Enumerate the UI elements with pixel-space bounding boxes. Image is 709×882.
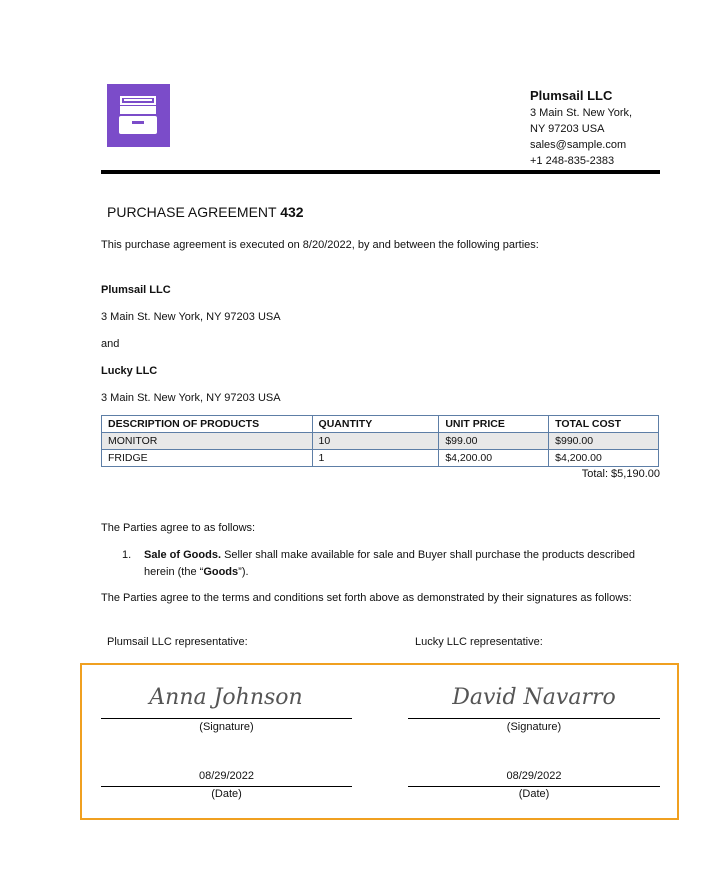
intro-text: This purchase agreement is executed on 8/20/2022, by and between the following parties:: [101, 239, 539, 251]
table-cell: $4,200.00: [439, 450, 549, 467]
party2-name: Lucky LLC: [101, 365, 158, 377]
header-divider: [101, 170, 660, 174]
title-label: PURCHASE AGREEMENT: [107, 204, 277, 220]
company-phone: +1 248-835-2383: [530, 155, 615, 167]
terms-text: The Parties agree to the terms and conditions set forth above as demonstrated by their signatures as follows:: [101, 592, 632, 604]
company-address-line2: NY 97203 USA: [530, 123, 605, 135]
table-cell: $4,200.00: [549, 450, 659, 467]
document-title: [107, 204, 304, 220]
file-cabinet-icon: [107, 84, 170, 147]
table-header-row: [102, 416, 659, 433]
party2-address: 3 Main St. New York, NY 97203 USA: [101, 392, 281, 404]
rep2-signature: David Navarro: [452, 685, 616, 710]
company-name: Plumsail LLC: [530, 88, 613, 103]
date-caption: (Date): [211, 788, 242, 800]
signature-caption: (Signature): [506, 721, 562, 733]
agreement-number: 432: [280, 204, 304, 220]
table-header-cell: TOTAL COST: [549, 416, 659, 433]
clause-body: Seller shall make available for sale and Buyer shall purchase the products described herein (the “: [144, 549, 635, 578]
rep2-date: 08/29/2022: [506, 770, 562, 782]
table-cell: 1: [312, 450, 439, 467]
company-info: [530, 87, 632, 169]
table-cell: 10: [312, 433, 439, 450]
clause-text: [144, 547, 644, 581]
table-header-cell: UNIT PRICE: [439, 416, 549, 433]
table-cell: $99.00: [439, 433, 549, 450]
table-header-cell: DESCRIPTION OF PRODUCTS: [102, 416, 313, 433]
rep1-date: 08/29/2022: [198, 770, 255, 782]
table-cell: $990.00: [549, 433, 659, 450]
table-row: [102, 450, 659, 467]
party1-address: 3 Main St. New York, NY 97203 USA: [101, 311, 281, 323]
table-cell: MONITOR: [102, 433, 313, 450]
signature-line: [101, 718, 352, 719]
signature-line: [408, 718, 660, 719]
party1-name: Plumsail LLC: [101, 284, 171, 296]
signature-caption: (Signature): [199, 721, 254, 733]
clause-end: ”).: [238, 566, 249, 578]
clause-goods: Goods: [203, 566, 239, 578]
and-text: and: [101, 338, 120, 350]
table-header-cell: QUANTITY: [312, 416, 439, 433]
clause-number: 1.: [122, 549, 132, 561]
table-total: Total: $5,190.00: [581, 468, 660, 480]
company-address-line1: 3 Main St. New York,: [530, 107, 633, 119]
date-line: [101, 786, 352, 787]
company-email: sales@sample.com: [530, 139, 627, 151]
clause-bold: Sale of Goods.: [144, 549, 222, 561]
company-logo: [107, 84, 170, 147]
date-line: [408, 786, 660, 787]
products-table: [101, 415, 659, 467]
table-row: [102, 433, 659, 450]
rep1-signature: Anna Johnson: [149, 685, 303, 710]
rep2-label: Lucky LLC representative:: [415, 636, 543, 648]
table-cell: FRIDGE: [102, 450, 313, 467]
agree-intro: The Parties agree to as follows:: [101, 522, 256, 534]
date-caption: (Date): [518, 788, 550, 800]
rep1-label: Plumsail LLC representative:: [107, 636, 248, 648]
